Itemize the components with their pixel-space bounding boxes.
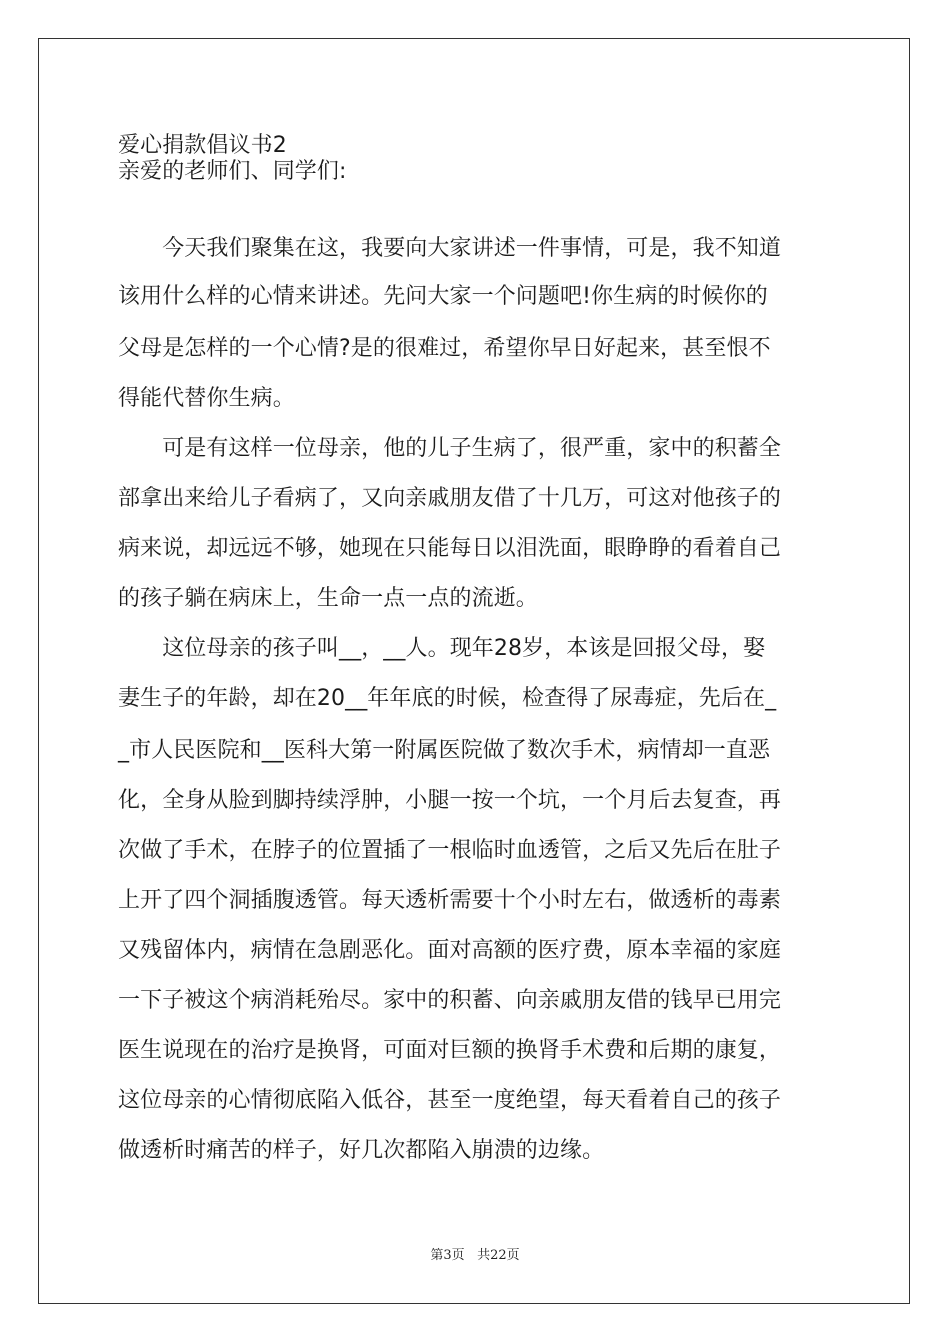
body-line: 一下子被这个病消耗殆尽。家中的积蓄、向亲戚朋友借的钱早已用完 (118, 988, 782, 1013)
body-line: 次做了手术，在脖子的位置插了一根临时血透管，之后又先后在肚子 (118, 838, 782, 863)
body-line: 的孩子躺在病床上，生命一点一点的流逝。 (118, 586, 538, 611)
body-line: 可是有这样一位母亲，他的儿子生病了，很严重，家中的积蓄全 (118, 436, 782, 461)
body-line: 病来说，却远远不够，她现在只能每日以泪洗面，眼睁睁的看着自己 (118, 536, 782, 561)
body-line: 父母是怎样的一个心情?是的很难过，希望你早日好起来，甚至恨不 (118, 336, 771, 361)
body-line: 这位母亲的孩子叫__，__人。现年28岁，本该是回报父母，娶 (118, 636, 766, 661)
body-line: 得能代替你生病。 (118, 386, 295, 411)
page-footer (0, 1247, 950, 1265)
body-line: 又残留体内，病情在急剧恶化。面对高额的医疗费，原本幸福的家庭 (118, 938, 782, 963)
salutation: 亲爱的老师们、同学们: (118, 159, 347, 184)
body-line: 这位母亲的心情彻底陷入低谷，甚至一度绝望，每天看着自己的孩子 (118, 1088, 782, 1113)
page-number: 第3页 (430, 1248, 465, 1263)
body-line: 做透析时痛苦的样子，好几次都陷入崩溃的边缘。 (118, 1138, 605, 1163)
body-line: _市人民医院和__医科大第一附属医院做了数次手术，病情却一直恶 (118, 738, 771, 763)
body-line: 医生说现在的治疗是换肾，可面对巨额的换肾手术费和后期的康复， (118, 1038, 782, 1063)
body-line: 上开了四个洞插腹透管。每天透析需要十个小时左右，做透析的毒素 (118, 888, 782, 913)
page-total: 共22页 (477, 1248, 520, 1263)
document-title: 爱心捐款倡议书2 (118, 133, 287, 158)
body-line: 部拿出来给儿子看病了，又向亲戚朋友借了十几万，可这对他孩子的 (118, 486, 782, 511)
body-line: 化，全身从脸到脚持续浮肿，小腿一按一个坑，一个月后去复查，再 (118, 788, 782, 813)
body-line: 该用什么样的心情来讲述。先问大家一个问题吧!你生病的时候你的 (118, 284, 768, 309)
body-line: 妻生子的年龄，却在20__年年底的时候，检查得了尿毒症，先后在_ (118, 686, 777, 711)
body-line: 今天我们聚集在这，我要向大家讲述一件事情，可是，我不知道 (118, 236, 782, 261)
